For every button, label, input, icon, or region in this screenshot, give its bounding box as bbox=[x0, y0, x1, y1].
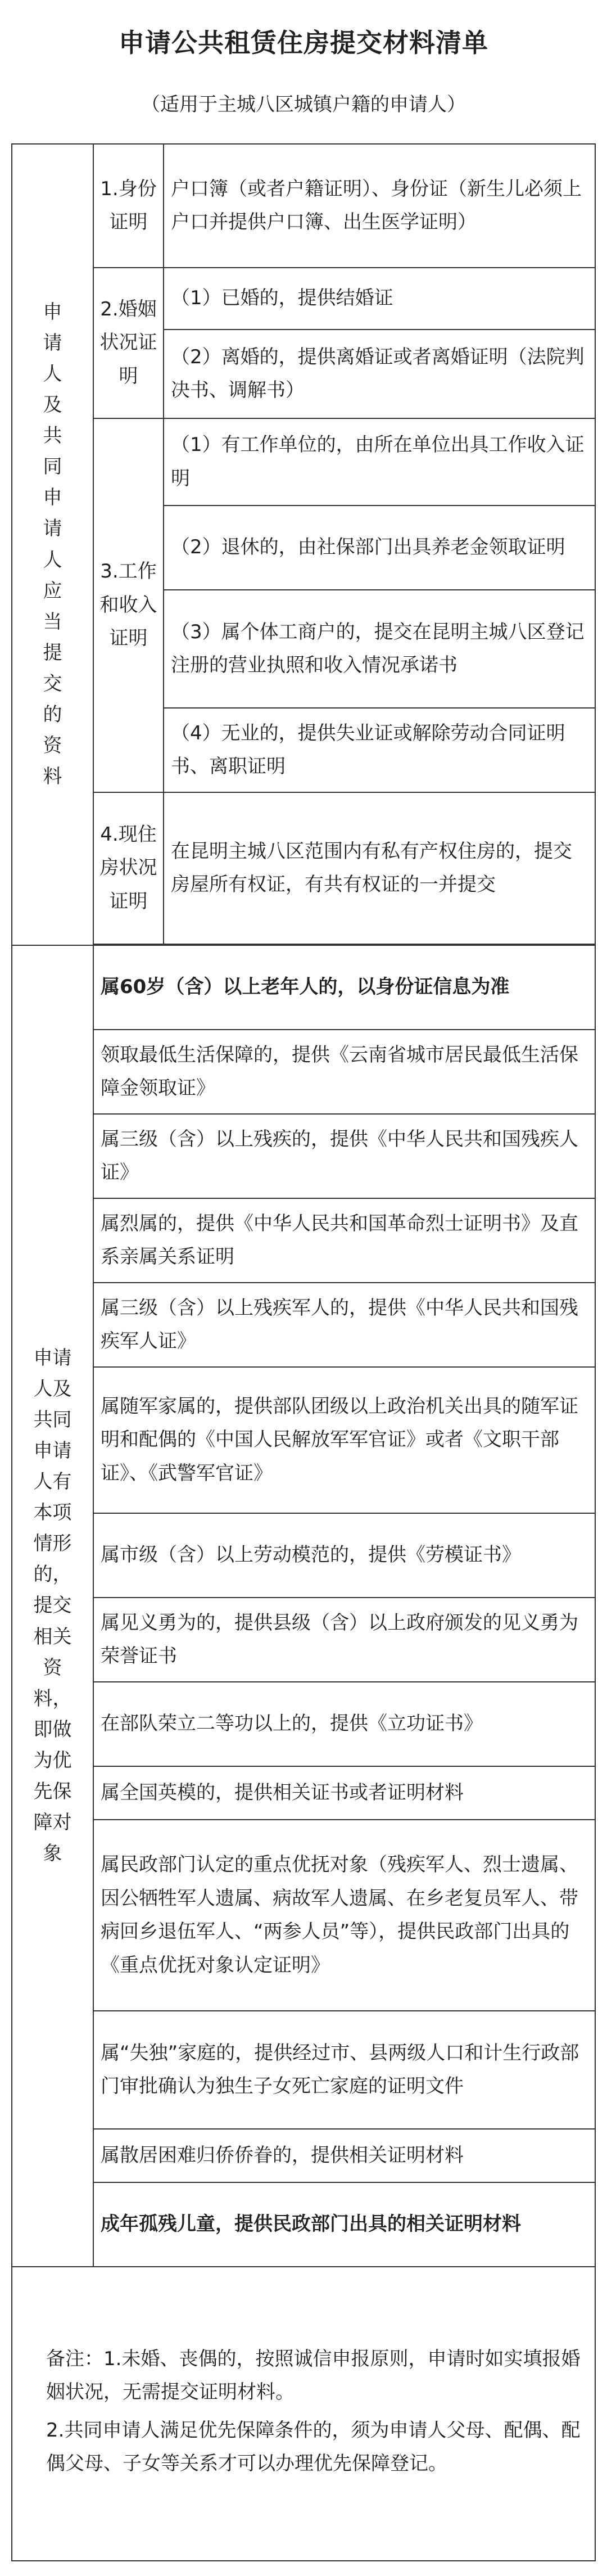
table-row bbox=[12, 418, 595, 506]
table-row bbox=[12, 144, 595, 268]
table-row bbox=[12, 1682, 595, 1766]
page-title: 申请公共租赁住房提交材料清单 bbox=[119, 28, 488, 58]
priority-item: 属全国英模的，提供相关证书或者证明材料 bbox=[93, 1766, 595, 1820]
housing-proof-label: 4.现住房状况证明 bbox=[93, 792, 164, 944]
table-row bbox=[12, 2267, 595, 2561]
priority-item: 领取最低生活保障的，提供《云南省城市居民最低生活保障金领取证》 bbox=[93, 1030, 595, 1114]
marriage-married-item: （1）已婚的，提供结婚证 bbox=[164, 268, 595, 330]
table-row bbox=[12, 2129, 595, 2182]
table-row bbox=[12, 1367, 595, 1513]
id-proof-content: 户口簿（或者户籍证明）、身份证（新生儿必须上户口并提供户口簿、出生医学证明） bbox=[164, 144, 595, 268]
priority-item: 成年孤残儿童，提供民政部门出具的相关证明材料 bbox=[93, 2182, 595, 2267]
priority-item: 属60岁（含）以上老年人的，以身份证信息为准 bbox=[93, 945, 595, 1030]
priority-item: 在部队荣立二等功以上的，提供《立功证书》 bbox=[93, 1682, 595, 1766]
work-employed-item: （1）有工作单位的，由所在单位出具工作收入证明 bbox=[164, 418, 595, 506]
table-row bbox=[12, 2182, 595, 2267]
table-row bbox=[12, 268, 595, 330]
section2-label: 申请人及共同申请人有本项情形的，提交相关资料，即做为优先保障对象 bbox=[33, 1346, 72, 1865]
priority-item: 属见义勇为的，提供县级（含）以上政府颁发的见义勇为荣誉证书 bbox=[93, 1598, 595, 1682]
table-row bbox=[12, 1820, 595, 2011]
priority-item: 属散居困难归侨侨眷的，提供相关证明材料 bbox=[93, 2129, 595, 2182]
priority-item: 属三级（含）以上残疾军人的，提供《中华人民共和国残疾军人证》 bbox=[93, 1283, 595, 1367]
table-row bbox=[12, 1114, 595, 1198]
section2-label-cell bbox=[12, 945, 93, 2267]
section1-label: 申请人及共同申请人应当提交的资料 bbox=[43, 300, 62, 788]
housing-proof-content: 在昆明主城八区范围内有私有产权住房的，提交房屋所有权证，有共有权证的一并提交 bbox=[164, 792, 595, 944]
marriage-proof-label: 2.婚姻状况证明 bbox=[93, 268, 164, 418]
priority-item: 属民政部门认定的重点优抚对象（残疾军人、烈士遗属、因公牺牲军人遗属、病故军人遗属、在乡老复员军人、带病回乡退伍军人、“两参人员”等），提供民政部门出具的《重点优抚对象认定证明》 bbox=[93, 1820, 595, 2011]
id-proof-label: 1.身份证明 bbox=[93, 144, 164, 268]
note-2: 2.共同申请人满足优先保障条件的，须为申请人父母、配偶、配偶父母、子女等关系才可以办理优先保障登记。 bbox=[46, 2419, 581, 2475]
table-row bbox=[12, 1283, 595, 1367]
work-retired-item: （2）退休的，由社保部门出具养老金领取证明 bbox=[164, 506, 595, 590]
table-row bbox=[12, 2011, 595, 2129]
work-unemployed-item: （4）无业的，提供失业证或解除劳动合同证明书、离职证明 bbox=[164, 708, 595, 792]
priority-item: 属三级（含）以上残疾的，提供《中华人民共和国残疾人证》 bbox=[93, 1114, 595, 1198]
table-row bbox=[12, 1513, 595, 1598]
section1-label-cell bbox=[12, 144, 93, 945]
table-row bbox=[12, 1198, 595, 1283]
work-selfemployed-item: （3）属个体工商户的，提交在昆明主城八区登记注册的营业执照和收入情况承诺书 bbox=[164, 590, 595, 708]
work-income-label: 3.工作和收入证明 bbox=[93, 418, 164, 792]
notes-cell bbox=[12, 2267, 595, 2561]
priority-item: 属随军家属的，提供部队团级以上政治机关出具的随军证明和配偶的《中国人民解放军军官证》或者《文职干部证》、《武警军官证》 bbox=[93, 1367, 595, 1513]
table-row bbox=[12, 945, 595, 1030]
page-subtitle: （适用于主城八区城镇户籍的申请人） bbox=[141, 93, 466, 116]
materials-table bbox=[11, 143, 596, 2561]
table-row bbox=[12, 792, 595, 944]
table-row bbox=[12, 1030, 595, 1114]
table-row bbox=[12, 1766, 595, 1820]
note-1: 备注：1.未婚、丧偶的，按照诚信申报原则，申请时如实填报婚姻状况，无需提交证明材料。 bbox=[46, 2347, 581, 2403]
priority-item: 属市级（含）以上劳动模范的，提供《劳模证书》 bbox=[93, 1513, 595, 1598]
priority-item: 属烈属的，提供《中华人民共和国革命烈士证明书》及直系亲属关系证明 bbox=[93, 1198, 595, 1283]
table-row bbox=[12, 1598, 595, 1682]
marriage-divorced-item: （2）离婚的，提供离婚证或者离婚证明（法院判决书、调解书） bbox=[164, 330, 595, 418]
priority-item: 属“失独”家庭的，提供经过市、县两级人口和计生行政部门审批确认为独生子女死亡家庭的证明文件 bbox=[93, 2011, 595, 2129]
